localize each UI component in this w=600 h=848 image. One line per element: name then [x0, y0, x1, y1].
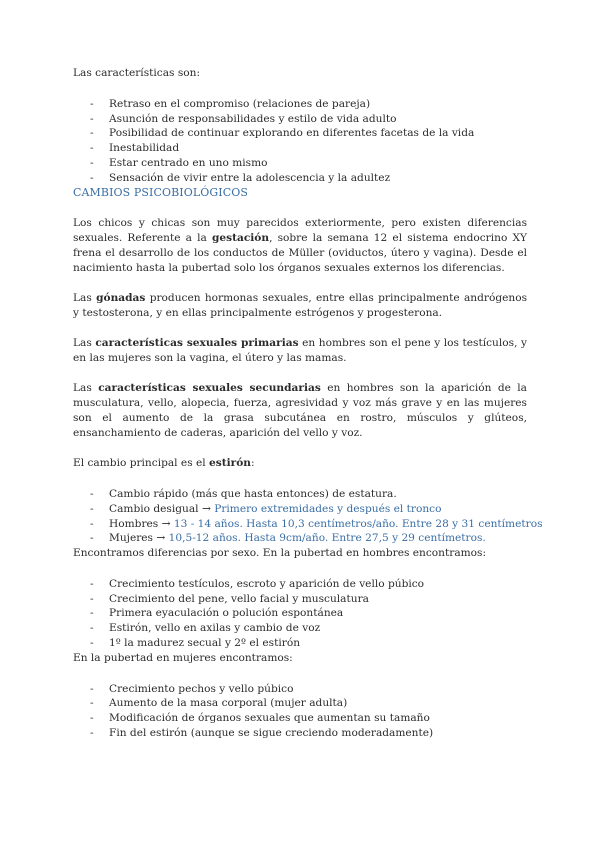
list-item: - Hombres → 13 - 14 años. Hasta 10,3 centímetros/año. Entre 28 y 31 centímetros [90, 517, 543, 530]
paragraph-primarias: Las características sexuales primarias en hombres son el pene y los testículos, y en las mujeres son la vagina, el útero y las mamas. [73, 337, 527, 365]
dash-bullet: - [90, 142, 94, 155]
list-item: - Estirón, vello en axilas y cambio de voz [90, 622, 321, 635]
dash-bullet: - [90, 682, 94, 695]
arrow-icon: → [201, 502, 211, 515]
dash-bullet: - [90, 607, 94, 620]
list-item: - Estar centrado en uno mismo [90, 156, 268, 169]
paragraph-diferencias: Encontramos diferencias por sexo. En la pubertad en hombres encontramos: [73, 547, 487, 560]
list-item: - Asunción de responsabilidades y estilo de vida adulto [90, 112, 397, 125]
dash-bullet: - [90, 98, 94, 110]
paragraph-mujeres: En la pubertad en mujeres encontramos: [73, 651, 293, 664]
list-item: - Fin del estirón (aunque se sigue creciendo moderadamente) [90, 726, 434, 739]
dash-bullet: - [90, 578, 94, 591]
list-item: - Aumento de la masa corporal (mujer adulta) [90, 697, 348, 710]
dash-bullet: - [90, 517, 94, 530]
list-item: - Modificación de órganos sexuales que aumentan su tamaño [90, 711, 430, 724]
section-heading: CAMBIOS PSICOBIOLÓGICOS [73, 186, 248, 200]
list-item: - Inestabilidad [90, 142, 180, 155]
dash-bullet: - [90, 171, 94, 184]
estiron-list [73, 487, 543, 546]
dash-bullet: - [90, 488, 94, 501]
list-item: - Posibilidad de continuar explorando en diferentes facetas de la vida [90, 127, 475, 140]
dash-bullet: - [90, 636, 94, 649]
list-item: - Cambio desigual → Primero extremidades y después el tronco [90, 502, 442, 515]
list-item: - Crecimiento testículos, escroto y aparición de vello púbico [90, 578, 425, 591]
paragraph-secundarias: Las características sexuales secundarias en hombres son la aparición de la musculatura, vello, alopecia, fuerza, agresividad y voz más grave y en las mujeres son el aumento de la grasa subcutánea en rostro, músculos y glúteos, ensanchamiento de caderas, aparición del vello y voz. [73, 382, 527, 440]
list-item: - 1º la madurez secual y 2º el estirón [90, 636, 301, 649]
intro-text: Las características son: [73, 67, 201, 79]
arrow-icon: → [161, 517, 171, 530]
hombres-list [73, 577, 527, 651]
dash-bullet: - [90, 697, 94, 710]
arrow-icon: → [156, 532, 166, 545]
mujeres-list [73, 682, 527, 741]
paragraph-gestacion: Los chicos y chicas son muy parecidos exteriormente, pero existen diferencias sexuales. Referente a la gestación, sobre la semana 12 el sistema endocrino XY frena el desarrollo de los conductos de Müller (oviductos, útero y vagina). Desde el nacimiento hasta la pubertad solo los órganos sexuales externos los diferencias. [73, 217, 527, 275]
paragraph-gonadas: Las gónadas producen hormonas sexuales, entre ellas principalmente andrógenos y testosterona, y en ellas principalmente estrógenos y progesterona. [73, 292, 528, 320]
paragraph-estiron: El cambio principal es el estirón: [73, 457, 255, 470]
caracteristicas-list [73, 97, 527, 185]
list-item: - Crecimiento pechos y vello púbico [90, 682, 294, 695]
list-item: - Cambio rápido (más que hasta entonces) de estatura. [90, 488, 397, 501]
list-item: - Retraso en el compromiso (relaciones de pareja) [90, 98, 371, 110]
dash-bullet: - [90, 592, 94, 605]
list-item: - Sensación de vivir entre la adolescencia y la adultez [90, 171, 391, 184]
dash-bullet: - [90, 622, 94, 635]
dash-bullet: - [90, 726, 94, 739]
list-item: - Mujeres → 10,5-12 años. Hasta 9cm/año. Entre 27,5 y 29 centímetros. [90, 532, 486, 545]
list-item: - Crecimiento del pene, vello facial y musculatura [90, 592, 369, 605]
dash-bullet: - [90, 156, 94, 169]
dash-bullet: - [90, 532, 94, 545]
document-page [73, 66, 543, 740]
dash-bullet: - [90, 502, 94, 515]
list-item: - Primera eyaculación o polución espontánea [90, 607, 344, 620]
dash-bullet: - [90, 711, 94, 724]
dash-bullet: - [90, 112, 94, 125]
dash-bullet: - [90, 127, 94, 140]
